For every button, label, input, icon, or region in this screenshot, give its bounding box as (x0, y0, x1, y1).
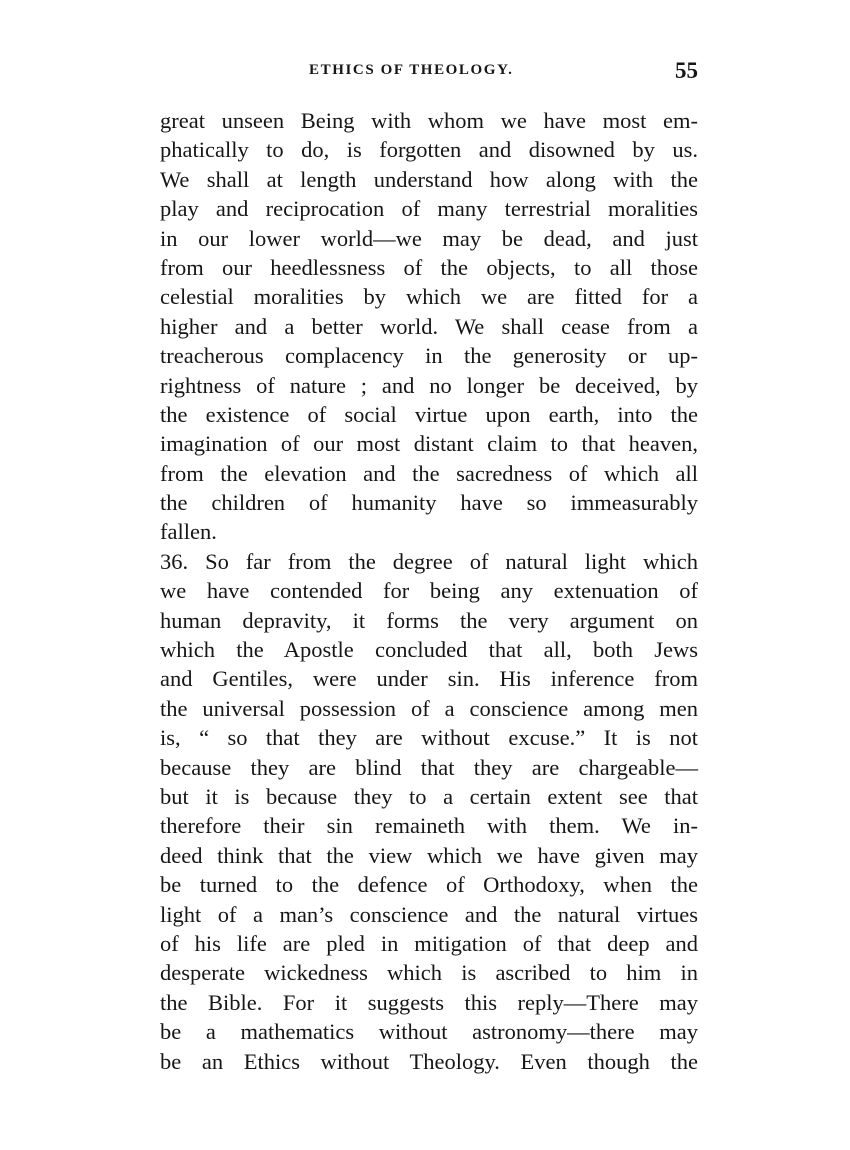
text-line: but it is because they to a certain extent see that (160, 783, 698, 809)
text-line: fallen. (160, 519, 217, 545)
text-line: because they are blind that they are chargeable— (160, 754, 698, 780)
text-line: the children of humanity have so immeasurably (160, 490, 698, 516)
text-line: rightness of nature ; and no longer be deceived, by (160, 372, 698, 398)
text-line: and Gentiles, were under sin. His inference from (160, 666, 698, 692)
text-line: in our lower world—we may be dead, and just (160, 225, 698, 251)
text-line: treacherous complacency in the generosity or up- (160, 343, 698, 369)
text-line: the Bible. For it suggests this reply—There may (160, 989, 698, 1015)
text-line: from our heedlessness of the objects, to all those (160, 254, 698, 280)
text-line: higher and a better world. We shall cease from a (160, 313, 698, 339)
page-number: 55 (675, 58, 698, 83)
text-line: great unseen Being with whom we have most em- (160, 108, 698, 133)
text-line: light of a man’s conscience and the natural virtues (160, 901, 698, 927)
text-line: human depravity, it forms the very argument on (160, 607, 698, 633)
text-line: therefore their sin remaineth with them. We in- (160, 813, 698, 839)
text-line: We shall at length understand how along with the (160, 166, 698, 192)
body-text (160, 106, 698, 1076)
text-line: imagination of our most distant claim to that heaven, (160, 431, 698, 457)
text-line: which the Apostle concluded that all, both Jews (160, 637, 698, 663)
text-line: is, “ so that they are without excuse.” It is not (160, 725, 698, 751)
text-line: be turned to the defence of Orthodoxy, when the (160, 872, 698, 898)
text-line: we have contended for being any extenuation of (160, 578, 698, 604)
paragraph-start-line: 36. So far from the degree of natural light which (160, 548, 698, 574)
text-line: deed think that the view which we have given may (160, 842, 698, 868)
text-line: the existence of social virtue upon earth, into the (160, 401, 698, 427)
text-line: be an Ethics without Theology. Even though the (160, 1048, 698, 1074)
text-line: phatically to do, is forgotten and disowned by us. (160, 137, 698, 163)
text-line: celestial moralities by which we are fitted for a (160, 284, 698, 310)
text-line: desperate wickedness which is ascribed to him in (160, 960, 698, 986)
text-line: play and reciprocation of many terrestrial moralities (160, 196, 698, 222)
running-title: ETHICS OF THEOLOGY. (309, 62, 514, 78)
text-line: of his life are pled in mitigation of that deep and (160, 930, 698, 956)
text-line: from the elevation and the sacredness of which all (160, 460, 698, 486)
running-head (160, 58, 698, 90)
text-line: be a mathematics without astronomy—there may (160, 1019, 698, 1045)
text-line: the universal possession of a conscience among men (160, 695, 698, 721)
